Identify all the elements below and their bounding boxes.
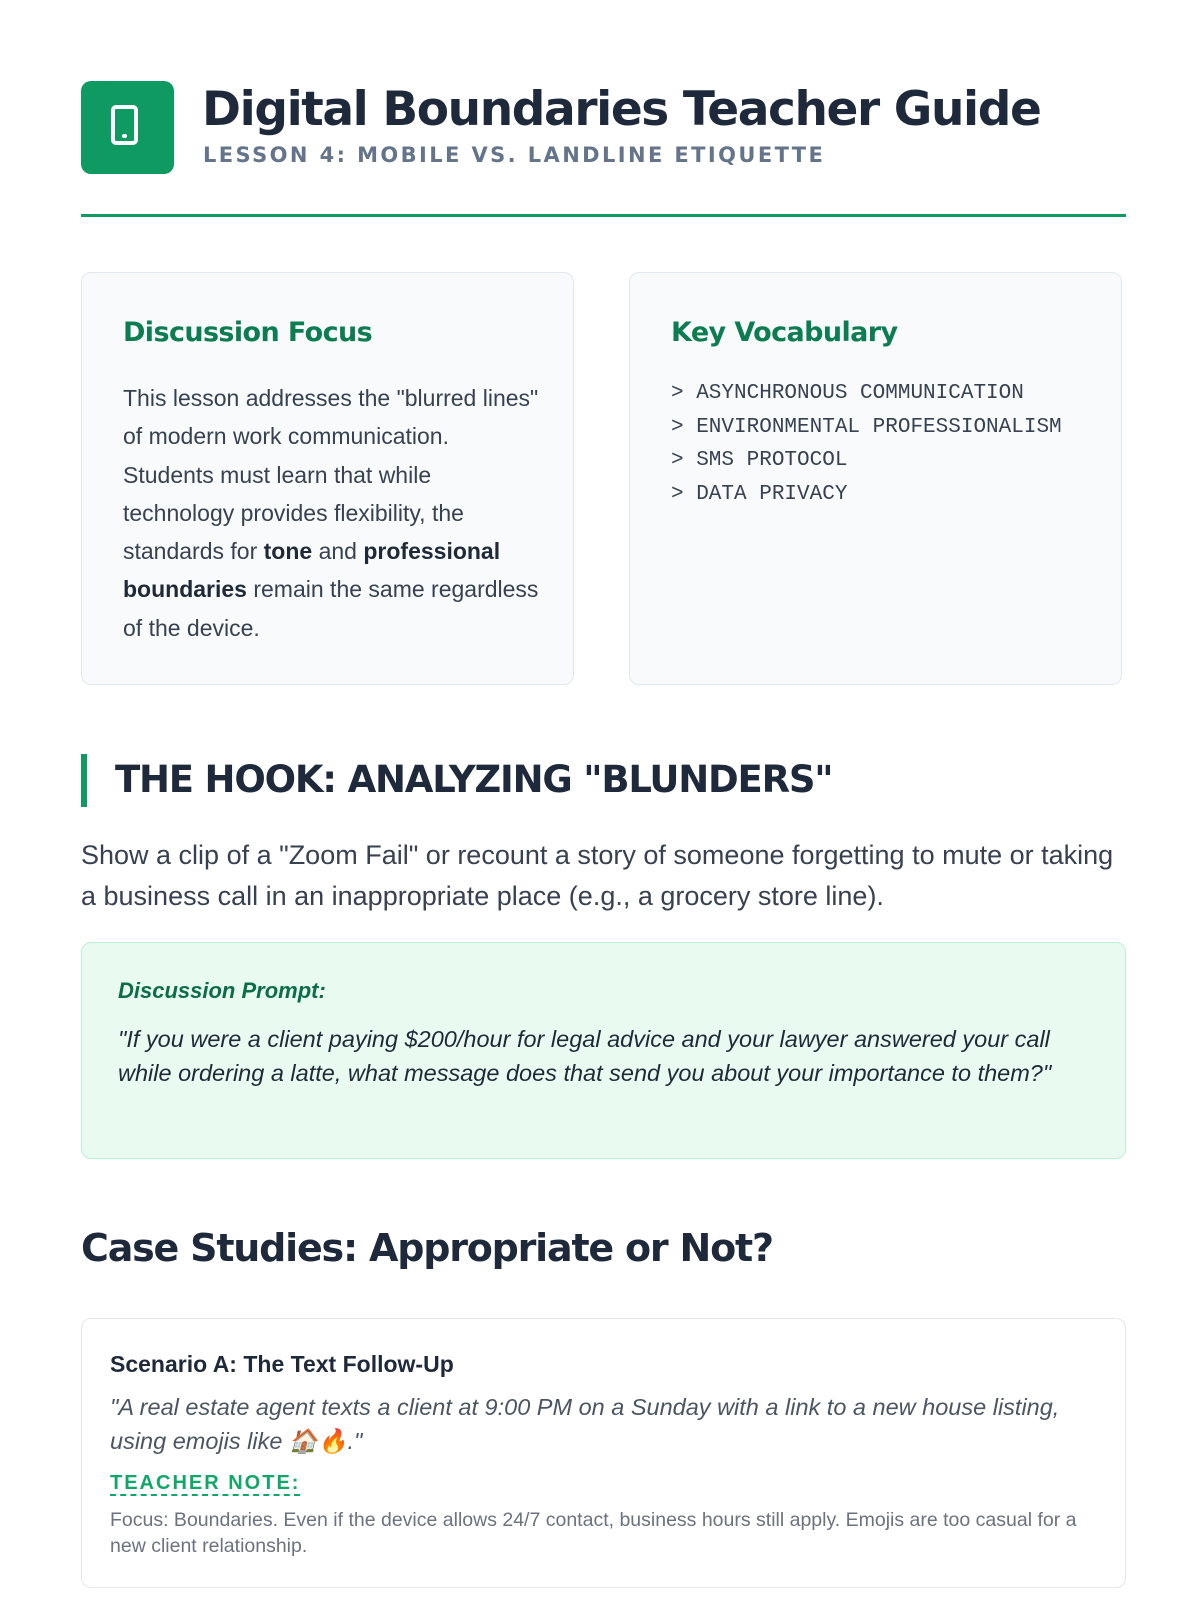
vocabulary-item: > SMS PROTOCOL: [671, 449, 848, 472]
discussion-text-part: remain the same regardless of the device.: [123, 576, 539, 641]
discussion-focus-card: [81, 272, 574, 685]
header-divider: [81, 214, 1126, 217]
logo: [81, 81, 174, 174]
page-header: [81, 81, 1126, 175]
scenario-quote: "A real estate agent texts a client at 9:00 PM on a Sunday with a link to a new house listing, using emojis like 🏠🔥.": [110, 1394, 1060, 1454]
discussion-focus-text: [123, 379, 543, 647]
mobile-phone-icon: [111, 105, 138, 145]
vocabulary-list: [671, 377, 1062, 511]
page-subtitle: LESSON 4: MOBILE VS. LANDLINE ETIQUETTE: [203, 143, 826, 167]
vocabulary-item: > ENVIRONMENTAL PROFESSIONALISM: [671, 415, 1062, 439]
discussion-text-part: This lesson addresses the "blurred lines" of modern work communication. Students must learn that while technology provides flexibility, the standards for: [123, 385, 539, 565]
discussion-prompt-label: Discussion Prompt:: [118, 978, 326, 1003]
page-title: Digital Boundaries Teacher Guide: [202, 82, 1041, 137]
emphasis-professional-boundaries: professional boundaries: [123, 538, 501, 603]
vocabulary-item: > DATA PRIVACY: [671, 482, 848, 506]
hook-heading: THE HOOK: ANALYZING "BLUNDERS": [115, 758, 833, 801]
key-vocabulary-card: [629, 272, 1122, 685]
emphasis-tone: tone: [263, 538, 313, 565]
teacher-note-label: TEACHER NOTE:: [110, 1472, 301, 1494]
scenario-card: [81, 1318, 1126, 1588]
discussion-prompt-box: [81, 942, 1126, 1159]
key-vocabulary-heading: Key Vocabulary: [671, 317, 898, 348]
scenario-title: Scenario A: The Text Follow-Up: [110, 1351, 454, 1377]
discussion-prompt-text: "If you were a client paying $200/hour for legal advice and your lawyer answered your call while ordering a latte, what message does that send you about your importance to them?": [118, 1026, 1052, 1086]
discussion-text-part: and: [312, 538, 364, 565]
teacher-note-text: Focus: Boundaries. Even if the device allows 24/7 contact, business hours still apply. Emojis are too casual for a new client relationship.: [110, 1509, 1077, 1557]
case-studies-heading: Case Studies: Appropriate or Not?: [81, 1226, 773, 1270]
discussion-focus-heading: Discussion Focus: [123, 317, 373, 348]
vocabulary-item: > ASYNCHRONOUS COMMUNICATION: [671, 382, 1024, 405]
hook-text: Show a clip of a "Zoom Fail" or recount a story of someone forgetting to mute or taking a business call in an inappropriate place (e.g., a grocery store line).: [81, 840, 1114, 911]
hook-accent-bar: [81, 754, 87, 807]
